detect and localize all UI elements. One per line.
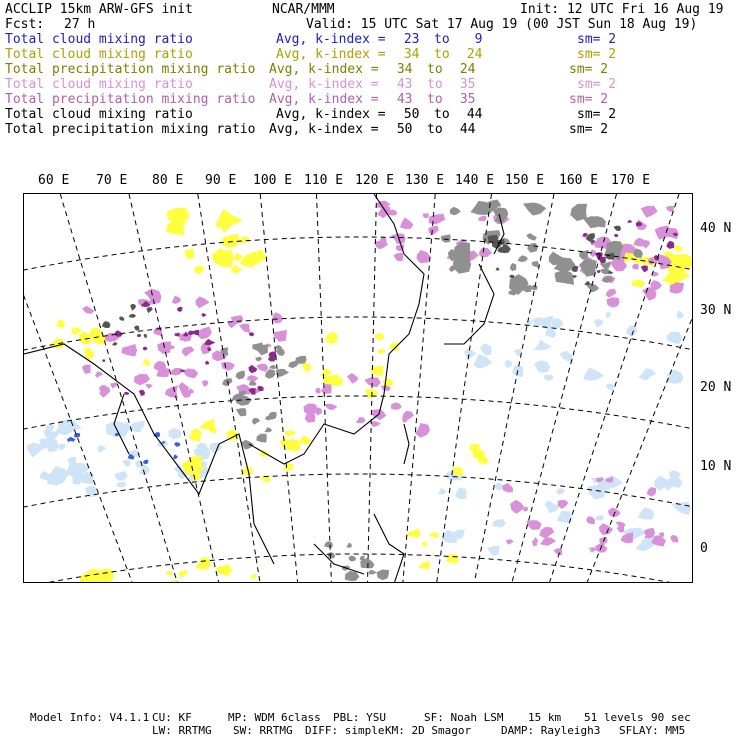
yellow-cloud bbox=[142, 358, 150, 366]
light-blue-cloud bbox=[545, 329, 556, 339]
light-blue-cloud bbox=[595, 515, 604, 521]
lon-label: 120 E bbox=[355, 173, 395, 188]
blue-cloud bbox=[173, 454, 178, 459]
gray-cloud bbox=[255, 357, 262, 362]
yellow-cloud bbox=[250, 574, 257, 579]
legend-avg-label: Avg, k-index = bbox=[269, 77, 379, 92]
yellow-cloud bbox=[195, 557, 211, 570]
light-purple-cloud bbox=[197, 327, 212, 340]
legend-avg-label: Avg, k-index = bbox=[269, 62, 379, 77]
lon-label: 70 E bbox=[96, 173, 128, 188]
light-purple-cloud bbox=[154, 361, 167, 372]
light-purple-cloud bbox=[183, 369, 198, 379]
footer-item: CU: KF bbox=[152, 711, 192, 724]
yellow-cloud bbox=[166, 218, 187, 236]
dark-purple-cloud bbox=[137, 334, 141, 337]
gray-cloud bbox=[369, 570, 377, 575]
light-purple-cloud bbox=[506, 539, 513, 544]
light-purple-cloud bbox=[95, 371, 103, 378]
yellow-cloud bbox=[631, 280, 645, 288]
gray-cloud bbox=[527, 243, 538, 253]
light-blue-cloud bbox=[544, 375, 554, 381]
yellow-cloud bbox=[184, 248, 194, 259]
yellow-cloud bbox=[378, 349, 386, 355]
lon-label: 150 E bbox=[505, 173, 545, 188]
legend-to: to bbox=[434, 32, 450, 47]
dark-purple-cloud bbox=[102, 359, 105, 362]
legend-k-start: 23 bbox=[396, 32, 420, 47]
light-purple-cloud bbox=[202, 380, 209, 387]
gray-cloud bbox=[523, 203, 547, 216]
gray-cloud bbox=[555, 270, 574, 285]
blue-cloud bbox=[175, 442, 181, 447]
gray-cloud bbox=[256, 434, 266, 443]
legend-k-start: 50 bbox=[396, 107, 420, 122]
legend-k-end: 35 bbox=[452, 92, 476, 107]
yellow-cloud bbox=[302, 363, 311, 372]
light-purple-cloud bbox=[171, 368, 183, 376]
legend-k-end: 9 bbox=[459, 32, 483, 47]
light-purple-cloud bbox=[394, 253, 404, 261]
light-blue-cloud bbox=[676, 311, 684, 319]
gray-cloud bbox=[570, 204, 587, 221]
light-purple-cloud bbox=[599, 523, 613, 535]
light-purple-cloud bbox=[641, 206, 658, 218]
dark-purple-cloud bbox=[175, 333, 180, 337]
gray-cloud bbox=[288, 361, 298, 369]
dark-purple-cloud bbox=[641, 265, 648, 272]
light-blue-cloud bbox=[605, 384, 613, 391]
blue-cloud bbox=[143, 460, 148, 465]
light-blue-cloud bbox=[583, 367, 604, 381]
gray-cloud bbox=[377, 570, 390, 581]
light-purple-cloud bbox=[539, 527, 554, 539]
gray-cloud bbox=[510, 263, 517, 271]
light-purple-cloud bbox=[145, 384, 152, 389]
light-blue-cloud bbox=[97, 445, 106, 453]
yellow-cloud bbox=[179, 570, 188, 578]
dark-gray-cloud bbox=[112, 342, 117, 346]
legend-smoothing: sm= 2 bbox=[577, 47, 617, 62]
yellow-cloud bbox=[71, 327, 82, 335]
dark-gray-cloud bbox=[134, 325, 139, 330]
light-blue-cloud bbox=[473, 354, 492, 369]
light-purple-cloud bbox=[324, 404, 337, 410]
light-blue-cloud bbox=[492, 519, 506, 527]
light-blue-cloud bbox=[57, 444, 66, 451]
light-purple-cloud bbox=[502, 483, 513, 492]
light-blue-cloud bbox=[115, 471, 128, 481]
light-purple-cloud bbox=[356, 417, 366, 423]
light-blue-cloud bbox=[594, 319, 604, 327]
meridian-line bbox=[512, 194, 617, 583]
legend-field-name: Total cloud mixing ratio bbox=[5, 47, 193, 62]
light-blue-cloud bbox=[534, 339, 552, 350]
yellow-cloud bbox=[673, 246, 682, 252]
gray-cloud bbox=[269, 365, 276, 369]
dark-purple-cloud bbox=[614, 234, 619, 237]
lon-label: 170 E bbox=[611, 173, 651, 188]
light-blue-cloud bbox=[639, 368, 656, 381]
lon-label: 130 E bbox=[405, 173, 445, 188]
legend-to: to bbox=[434, 47, 450, 62]
gray-cloud bbox=[236, 408, 246, 416]
gray-cloud bbox=[222, 378, 232, 386]
meridian-line bbox=[24, 194, 133, 583]
light-blue-cloud bbox=[58, 418, 71, 429]
gray-cloud bbox=[345, 571, 360, 581]
meridian-line bbox=[60, 194, 178, 583]
yellow-cloud bbox=[285, 430, 296, 436]
light-blue-cloud bbox=[487, 546, 500, 557]
light-blue-cloud bbox=[117, 481, 126, 487]
light-purple-cloud bbox=[321, 384, 332, 394]
legend-smoothing: sm= 2 bbox=[569, 92, 609, 107]
dark-gray-cloud bbox=[147, 307, 153, 313]
gray-cloud bbox=[327, 552, 335, 559]
valid-time: Valid: 15 UTC Sat 17 Aug 19 (00 JST Sun 18 Aug 19) bbox=[306, 17, 698, 32]
dark-purple-cloud bbox=[143, 347, 148, 351]
lon-label: 60 E bbox=[38, 173, 70, 188]
lon-label: 140 E bbox=[455, 173, 495, 188]
coastline bbox=[404, 424, 409, 464]
yellow-cloud bbox=[171, 580, 179, 583]
legend-k-end: 24 bbox=[459, 47, 483, 62]
light-blue-cloud bbox=[638, 507, 654, 519]
weather-map bbox=[24, 194, 693, 583]
legend-field-name: Total precipitation mixing ratio bbox=[5, 122, 256, 137]
light-blue-cloud bbox=[556, 489, 565, 495]
legend-k-end: 35 bbox=[452, 77, 476, 92]
light-purple-cloud bbox=[558, 500, 569, 509]
gray-cloud bbox=[450, 207, 461, 216]
yellow-cloud bbox=[216, 564, 232, 576]
yellow-cloud bbox=[234, 253, 243, 261]
parallel-line bbox=[24, 554, 693, 583]
parallel-line bbox=[24, 317, 693, 352]
fcst-value: 27 h bbox=[64, 17, 96, 32]
light-purple-cloud bbox=[510, 500, 524, 514]
footer-item: DAMP: Rayleigh3 bbox=[501, 724, 601, 737]
legend-smoothing: sm= 2 bbox=[577, 32, 617, 47]
yellow-cloud bbox=[219, 209, 243, 233]
yellow-cloud bbox=[320, 368, 332, 377]
meridian-line bbox=[129, 194, 219, 583]
yellow-cloud bbox=[325, 332, 337, 345]
light-purple-cloud bbox=[315, 388, 320, 394]
dark-gray-cloud bbox=[509, 275, 514, 278]
legend-k-start: 50 bbox=[389, 122, 413, 137]
light-blue-cloud bbox=[666, 332, 682, 345]
legend-to: to bbox=[427, 62, 443, 77]
legend-to: to bbox=[427, 122, 443, 137]
light-purple-cloud bbox=[606, 289, 617, 298]
gray-cloud bbox=[275, 345, 282, 350]
gray-cloud bbox=[236, 371, 246, 380]
dark-gray-cloud bbox=[129, 314, 137, 318]
lon-label: 80 E bbox=[152, 173, 184, 188]
light-purple-cloud bbox=[182, 346, 195, 356]
yellow-cloud bbox=[447, 554, 459, 563]
yellow-cloud bbox=[261, 475, 271, 483]
dark-gray-cloud bbox=[496, 267, 500, 270]
light-purple-cloud bbox=[670, 535, 678, 543]
dark-gray-cloud bbox=[102, 321, 111, 328]
light-purple-cloud bbox=[400, 218, 413, 230]
legend-smoothing: sm= 2 bbox=[577, 107, 617, 122]
light-purple-cloud bbox=[110, 382, 118, 389]
legend-field-name: Total precipitation mixing ratio bbox=[5, 92, 256, 107]
lat-label: 40 N bbox=[700, 221, 732, 236]
dark-gray-cloud bbox=[143, 334, 147, 338]
light-blue-cloud bbox=[669, 470, 681, 478]
legend-smoothing: sm= 2 bbox=[569, 122, 609, 137]
light-purple-cloud bbox=[540, 537, 556, 546]
light-purple-cloud bbox=[347, 373, 359, 384]
light-purple-cloud bbox=[526, 520, 541, 530]
legend-field-name: Total cloud mixing ratio bbox=[5, 32, 193, 47]
legend-smoothing: sm= 2 bbox=[569, 62, 609, 77]
light-purple-cloud bbox=[655, 226, 672, 240]
dark-gray-cloud bbox=[613, 226, 621, 231]
light-purple-cloud bbox=[606, 297, 619, 307]
footer-item: DIFF: simple bbox=[305, 724, 385, 737]
dark-purple-cloud bbox=[205, 361, 209, 365]
light-purple-cloud bbox=[196, 296, 210, 308]
coastline bbox=[249, 194, 424, 464]
light-blue-cloud bbox=[532, 317, 545, 326]
lon-label: 160 E bbox=[559, 173, 599, 188]
map-frame bbox=[23, 193, 693, 583]
dark-purple-cloud bbox=[627, 220, 632, 223]
gray-cloud bbox=[241, 440, 253, 450]
footer-item: PBL: YSU bbox=[333, 711, 386, 724]
dark-gray-cloud bbox=[130, 304, 136, 311]
gray-cloud bbox=[264, 427, 272, 432]
footer-item: MP: WDM 6class bbox=[228, 711, 321, 724]
yellow-cloud bbox=[390, 343, 399, 351]
light-purple-cloud bbox=[479, 248, 492, 258]
light-purple-cloud bbox=[428, 226, 438, 236]
light-purple-cloud bbox=[428, 214, 445, 225]
coastline bbox=[314, 544, 364, 574]
yellow-cloud bbox=[194, 266, 204, 275]
footer-item: LW: RRTMG bbox=[152, 724, 212, 737]
dark-purple-cloud bbox=[204, 339, 215, 345]
light-blue-cloud bbox=[544, 500, 559, 513]
light-blue-cloud bbox=[534, 361, 550, 373]
yellow-cloud bbox=[412, 528, 420, 538]
light-purple-cloud bbox=[122, 344, 137, 356]
footer-item: KM: 2D Smagor bbox=[385, 724, 472, 737]
light-purple-cloud bbox=[82, 365, 91, 374]
gray-cloud bbox=[526, 233, 537, 241]
footer-item: SF: Noah LSM bbox=[424, 711, 504, 724]
gray-cloud bbox=[324, 541, 333, 548]
light-purple-cloud bbox=[415, 423, 430, 438]
gray-cloud bbox=[517, 255, 528, 262]
light-purple-cloud bbox=[134, 374, 150, 386]
gray-cloud bbox=[579, 258, 597, 277]
light-blue-cloud bbox=[587, 485, 605, 500]
legend-to: to bbox=[434, 107, 450, 122]
light-purple-cloud bbox=[82, 306, 94, 314]
gray-cloud bbox=[346, 543, 352, 548]
legend-k-end: 24 bbox=[452, 62, 476, 77]
light-purple-cloud bbox=[647, 487, 657, 497]
dark-purple-cloud bbox=[249, 365, 258, 373]
dark-purple-cloud bbox=[596, 270, 600, 273]
yellow-cloud bbox=[190, 432, 201, 441]
dark-purple-cloud bbox=[139, 390, 145, 396]
legend-k-start: 34 bbox=[389, 62, 413, 77]
lat-label: 10 N bbox=[700, 459, 732, 474]
legend-avg-label: Avg, k-index = bbox=[269, 122, 379, 137]
footer-item: SW: RRTMG bbox=[233, 724, 293, 737]
yellow-cloud bbox=[56, 319, 65, 327]
light-blue-cloud bbox=[557, 511, 572, 523]
light-purple-cloud bbox=[554, 548, 562, 555]
light-blue-cloud bbox=[480, 343, 492, 355]
legend-smoothing: sm= 2 bbox=[577, 77, 617, 92]
meridian-line bbox=[368, 194, 377, 583]
light-purple-cloud bbox=[172, 296, 182, 304]
light-purple-cloud bbox=[416, 250, 430, 263]
gray-cloud bbox=[252, 418, 260, 425]
light-purple-cloud bbox=[371, 421, 381, 427]
light-purple-cloud bbox=[239, 324, 251, 333]
legend-to: to bbox=[427, 92, 443, 107]
light-purple-cloud bbox=[257, 364, 269, 372]
yellow-cloud bbox=[231, 265, 243, 274]
legend-field-name: Total cloud mixing ratio bbox=[5, 107, 193, 122]
lat-label: 20 N bbox=[700, 380, 732, 395]
legend-k-start: 43 bbox=[389, 92, 413, 107]
footer-item: 51 levels bbox=[584, 711, 644, 724]
gray-cloud bbox=[441, 234, 451, 242]
light-blue-cloud bbox=[635, 539, 655, 552]
light-blue-cloud bbox=[495, 483, 504, 491]
init-time: Init: 12 UTC Fri 16 Aug 19 bbox=[520, 2, 724, 17]
dark-purple-cloud bbox=[249, 332, 254, 336]
light-purple-cloud bbox=[272, 312, 283, 323]
light-blue-cloud bbox=[606, 312, 611, 318]
yellow-cloud bbox=[429, 532, 439, 538]
yellow-cloud bbox=[422, 541, 427, 547]
light-blue-cloud bbox=[464, 348, 477, 359]
blue-cloud bbox=[74, 433, 80, 438]
gray-cloud bbox=[348, 555, 356, 561]
light-blue-cloud bbox=[438, 487, 447, 495]
light-purple-cloud bbox=[423, 213, 429, 218]
legend-k-start: 43 bbox=[389, 77, 413, 92]
light-purple-cloud bbox=[632, 264, 639, 270]
meridian-line bbox=[260, 194, 298, 583]
light-blue-cloud bbox=[671, 502, 691, 515]
light-blue-cloud bbox=[122, 460, 131, 467]
light-purple-cloud bbox=[586, 516, 595, 524]
fcst-label: Fcst: bbox=[5, 17, 45, 32]
footer-item: Model Info: V4.1.1 bbox=[30, 711, 150, 724]
light-blue-cloud bbox=[169, 428, 182, 439]
dark-gray-cloud bbox=[573, 275, 578, 278]
yellow-cloud bbox=[299, 435, 311, 444]
legend-avg-label: Avg, k-index = bbox=[276, 47, 386, 62]
gray-cloud bbox=[531, 285, 538, 290]
light-blue-cloud bbox=[666, 369, 683, 384]
legend-avg-label: Avg, k-index = bbox=[276, 32, 386, 47]
footer-item: 90 sec bbox=[651, 711, 691, 724]
yellow-cloud bbox=[375, 333, 384, 340]
legend-k-end: 44 bbox=[459, 107, 483, 122]
light-blue-cloud bbox=[455, 487, 467, 499]
legend-to: to bbox=[427, 77, 443, 92]
dark-purple-cloud bbox=[177, 307, 182, 312]
dark-purple-cloud bbox=[124, 392, 129, 395]
org-label: NCAR/MMM bbox=[272, 2, 335, 17]
gray-cloud bbox=[531, 261, 539, 268]
light-purple-cloud bbox=[247, 375, 259, 381]
dark-purple-cloud bbox=[201, 313, 206, 317]
light-blue-cloud bbox=[560, 350, 573, 362]
coastline bbox=[444, 264, 494, 344]
yellow-cloud bbox=[240, 250, 267, 268]
light-purple-cloud bbox=[478, 216, 486, 221]
lat-label: 30 N bbox=[700, 303, 732, 318]
footer-item: SFLAY: MM5 bbox=[619, 724, 686, 737]
yellow-cloud bbox=[419, 561, 431, 569]
light-purple-cloud bbox=[617, 527, 625, 533]
lon-label: 90 E bbox=[205, 173, 237, 188]
legend-field-name: Total cloud mixing ratio bbox=[5, 77, 193, 92]
legend-avg-label: Avg, k-index = bbox=[269, 92, 379, 107]
legend-avg-label: Avg, k-index = bbox=[276, 107, 386, 122]
lat-label: 0 bbox=[700, 541, 708, 556]
dark-gray-cloud bbox=[119, 316, 124, 321]
footer-item: 15 km bbox=[528, 711, 562, 724]
dark-purple-cloud bbox=[666, 241, 674, 249]
lon-label: 100 E bbox=[253, 173, 293, 188]
model-title: ACCLIP 15km ARW-GFS init bbox=[5, 2, 193, 17]
legend-field-name: Total precipitation mixing ratio bbox=[5, 62, 256, 77]
light-purple-cloud bbox=[189, 388, 194, 393]
gray-cloud bbox=[249, 381, 257, 386]
light-blue-cloud bbox=[26, 443, 43, 458]
yellow-cloud bbox=[166, 571, 173, 575]
legend-k-start: 34 bbox=[396, 47, 420, 62]
lon-label: 110 E bbox=[304, 173, 344, 188]
legend-k-end: 44 bbox=[452, 122, 476, 137]
light-blue-cloud bbox=[505, 360, 513, 368]
light-purple-cloud bbox=[391, 402, 402, 410]
